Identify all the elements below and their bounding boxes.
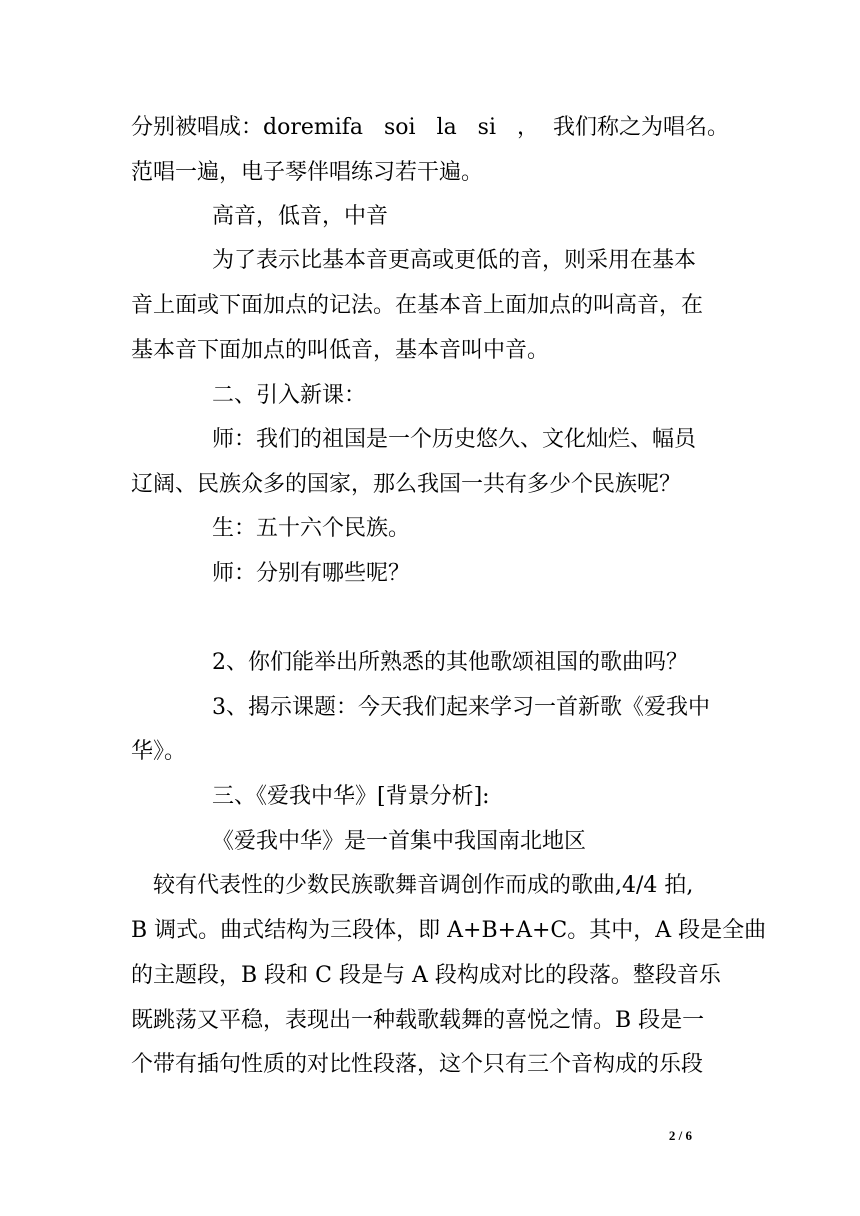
page-number: 2 / 6 xyxy=(668,1128,692,1143)
text-line: 师：我们的祖国是一个历史悠久、文化灿烂、幅员 xyxy=(212,427,697,452)
text-line: 既跳荡又平稳，表现出一种载歌载舞的喜悦之情。B 段是一 xyxy=(131,1008,705,1033)
text-line: 个带有插句性质的对比性段落，这个只有三个音构成的乐段 xyxy=(131,1052,704,1077)
text-line: 高音，低音，中音 xyxy=(212,204,389,229)
text-line: 音上面或下面加点的记法。在基本音上面加点的叫高音，在 xyxy=(131,293,704,318)
text-line: 华》。 xyxy=(131,739,187,764)
text-line: 师：分别有哪些呢？ xyxy=(212,561,411,586)
text-line: 《爱我中华》是一首集中我国南北地区 xyxy=(212,829,587,854)
text-line: 生：五十六个民族。 xyxy=(212,516,411,541)
text-line: B 调式。曲式结构为三段体，即 A+B+A+C。其中，A 段是全曲 xyxy=(131,918,767,943)
text-line: 的主题段，B 段和 C 段是与 A 段构成对比的段落。整段音乐 xyxy=(131,963,721,988)
section-heading: 二、引入新课： xyxy=(212,383,367,408)
text-line: 范唱一遍，电子琴伴唱练习若干遍。 xyxy=(131,160,484,185)
text-line: 3、揭示课题：今天我们起来学习一首新歌《爱我中 xyxy=(212,695,710,720)
text-line: 较有代表性的少数民族歌舞音调创作而成的歌曲,4/4 拍, xyxy=(153,873,694,898)
text-line: 为了表示比基本音更高或更低的音，则采用在基本 xyxy=(212,248,697,273)
text-line: 基本音下面加点的叫低音，基本音叫中音。 xyxy=(131,338,550,363)
text-line: 2、你们能举出所熟悉的其他歌颂祖国的歌曲吗？ xyxy=(212,650,688,675)
text-line: 分别被唱成：doremifa soi la si ， 我们称之为唱名。 xyxy=(131,115,729,140)
text-line: 辽阔、民族众多的国家，那么我国一共有多少个民族呢？ xyxy=(131,472,682,497)
section-heading: 三、《爱我中华》[背景分析]: xyxy=(212,784,490,809)
